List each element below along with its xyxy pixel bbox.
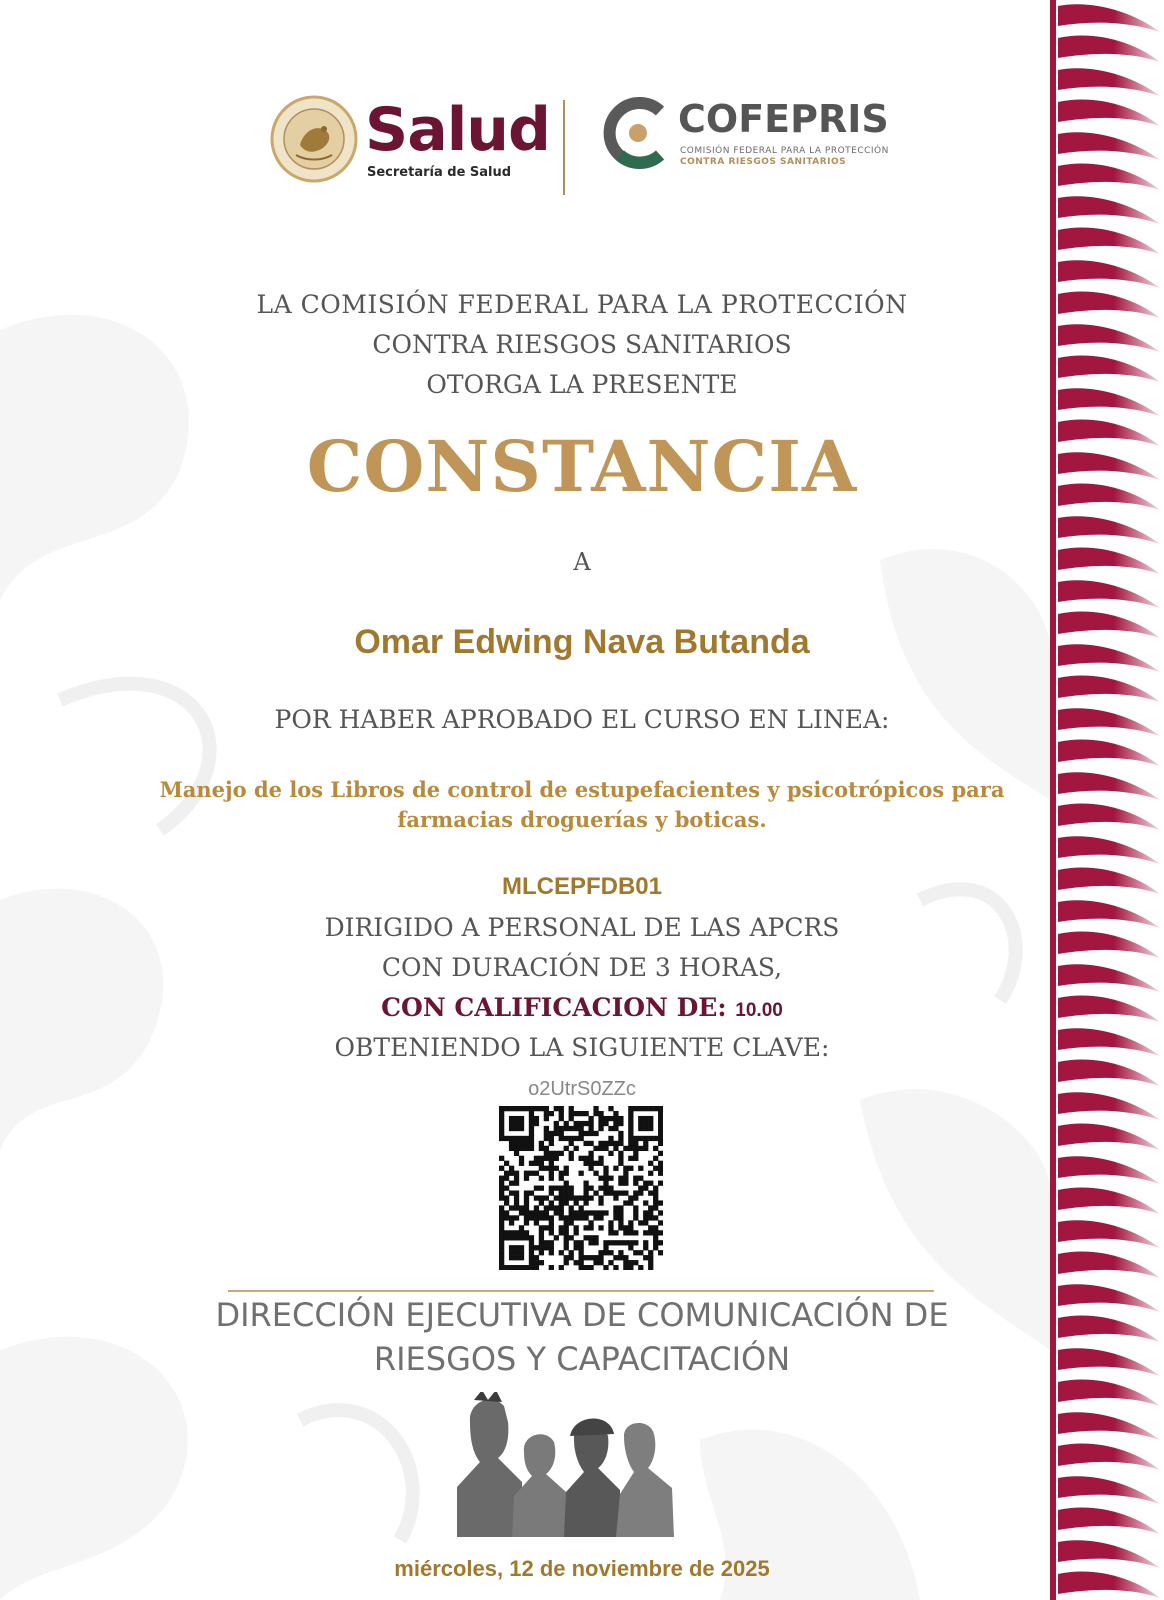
course-title: [0, 775, 1164, 835]
department-line-2: RIESGOS Y CAPACITACIÓN: [373, 1340, 791, 1378]
illustration-women-icon: [452, 1392, 682, 1537]
intro-line-2: CONTRA RIESGOS SANITARIOS: [372, 330, 792, 359]
grade-value: 10.00: [735, 1000, 783, 1021]
cofepris-subtitle-2: CONTRA RIESGOS SANITARIOS: [680, 157, 847, 167]
header-divider: [563, 100, 565, 195]
salud-wordmark: Salud: [365, 95, 550, 165]
duration-line: CON DURACIÓN DE 3 HORAS,: [381, 953, 783, 982]
cofepris-logo-icon: [600, 95, 670, 171]
department-line-1: DIRECCIÓN EJECUTIVA DE COMUNICACIÓN DE: [215, 1296, 949, 1334]
qr-code-icon: [499, 1106, 663, 1270]
salud-subtitle: Secretaría de Salud: [367, 165, 512, 180]
approved-course-label: POR HABER APROBADO EL CURSO EN LINEA:: [274, 705, 890, 734]
verification-key: o2UtrS0ZZc: [528, 1078, 636, 1100]
cofepris-subtitle-1: COMISIÓN FEDERAL PARA LA PROTECCIÓN: [680, 146, 889, 156]
intro-line-3: OTORGA LA PRESENTE: [426, 370, 738, 399]
recipient-name: Omar Edwing Nava Butanda: [354, 623, 810, 661]
issue-date: miércoles, 12 de noviembre de 2025: [394, 1556, 770, 1581]
certificate-title: CONSTANCIA: [306, 425, 858, 508]
course-title-line-1: Manejo de los Libros de control de estupefacientes y psicotrópicos para: [159, 777, 1005, 802]
key-label: OBTENIENDO LA SIGUIENTE CLAVE:: [334, 1033, 830, 1062]
intro-line-1: LA COMISIÓN FEDERAL PARA LA PROTECCIÓN: [256, 290, 908, 319]
national-seal-icon: [270, 95, 358, 183]
header-logos: [270, 95, 910, 205]
grade-line: [0, 993, 1164, 1022]
section-divider: [228, 1290, 934, 1292]
grade-label: CON CALIFICACION DE:: [381, 993, 727, 1022]
course-code: MLCEPFDB01: [501, 873, 663, 900]
audience-line: DIRIGIDO A PERSONAL DE LAS APCRS: [324, 913, 840, 942]
course-title-line-2: farmacias droguerías y boticas.: [397, 807, 767, 832]
cofepris-wordmark: COFEPRIS: [678, 97, 889, 141]
to-letter: A: [573, 548, 591, 576]
